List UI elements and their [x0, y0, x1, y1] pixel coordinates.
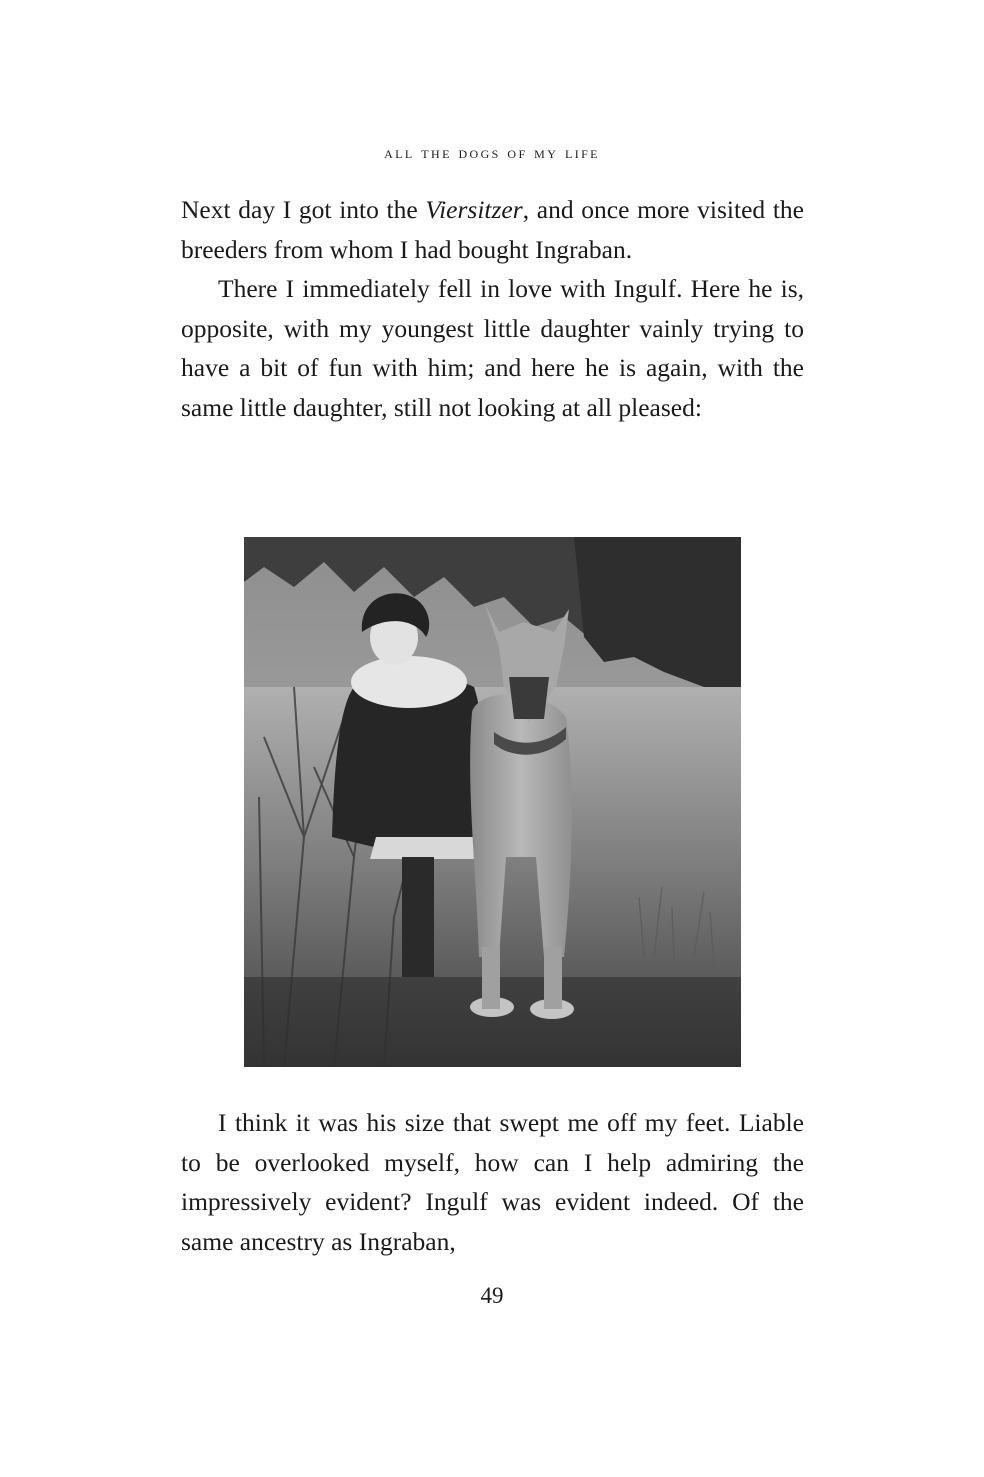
- paragraph-1: Next day I got into the Viersitzer, and once more visited the breeders from whom I had bought Ingraban.: [181, 195, 804, 264]
- running-head: all the dogs of my life: [384, 143, 600, 162]
- paragraph-3: I think it was his size that swept me off my feet. Liable to be overlooked myself, how can I help admiring the impressively evident? Ingulf was evident indeed. Of the same ancestry as Ingraban,: [181, 1108, 804, 1256]
- photo-girl-with-great-dane: [244, 537, 741, 1067]
- page-number: 49: [480, 1283, 504, 1308]
- paragraph-2: There I immediately fell in love with Ingulf. Here he is, opposite, with my youngest little daughter vainly trying to have a bit of fun with him; and here he is again, with the same little daughter, still not looking at all pleased:: [181, 274, 804, 422]
- body-text-top: [181, 190, 804, 427]
- viersitzer-term: Viersitzer: [425, 195, 523, 224]
- body-text-bottom: [181, 1103, 804, 1261]
